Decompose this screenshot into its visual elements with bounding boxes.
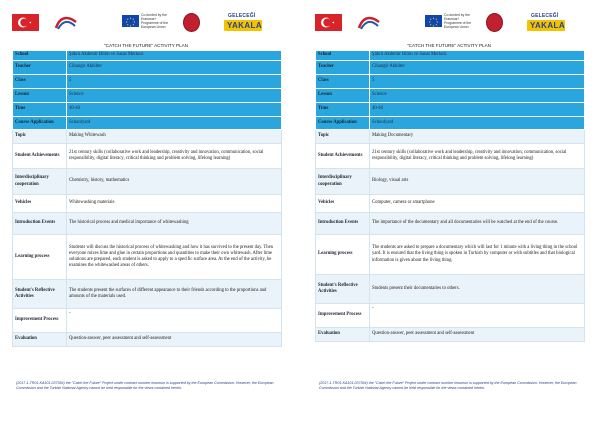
table-row-school	[316, 51, 585, 61]
row-value: Cihangir Akbilter	[67, 61, 282, 75]
table-row-learning-process	[13, 235, 282, 280]
row-value: Question-answer, peer assessment and self-assessment	[370, 328, 585, 342]
table-row-introduction-events	[316, 213, 585, 235]
eu-flag-icon	[122, 15, 139, 27]
row-value: The students are asked to prepare a documentary which will last for 1 minute with a living thing in the school yard. It is ensured that the living thing is spoken in Turkish by computer or with subtitles and that biological information is given about the living thing.	[370, 235, 585, 275]
row-value: Computer, camera or smartphone	[370, 195, 585, 213]
row-label: Student's Reflective Activities	[316, 275, 370, 304]
table-row-learning-process	[316, 235, 585, 275]
table-row-class	[316, 75, 585, 89]
logo-bottom-text: YAKALA	[530, 21, 565, 30]
row-label: Improvement Process	[13, 309, 67, 333]
row-label: Teacher	[316, 61, 370, 75]
table-row-school	[13, 51, 282, 61]
row-label: Time	[13, 103, 67, 117]
row-value: Whitewashing materials	[67, 195, 282, 213]
logo-top-text: GELECEĞİ	[228, 13, 256, 19]
footer-disclaimer: (2017-1-TR01-KA101-037364) the "Catch the Future" Project under contract number inoumun is supported by the European Commission. However, the European Commission and the Turkish National Agency cannot be held responsible for the views contained herein.	[16, 381, 274, 391]
school-seal-icon	[183, 13, 200, 32]
row-value: Şükrü Akdemir Bilim ve Sanat Merkezi	[370, 51, 585, 61]
activity-plan-table	[315, 50, 585, 342]
table-row-vehicles	[13, 195, 282, 213]
row-value: 21st century skills (collaborative work and leadership, creativity and innovation, communication, social responsibility, digital literacy, critical thinking and problem solving, lifelong learning)	[370, 144, 585, 169]
row-label: Introduction Events	[316, 213, 370, 235]
table-row-evaluation	[316, 328, 585, 342]
logo-strip	[313, 12, 585, 34]
row-label: Lesson	[316, 89, 370, 103]
row-value: Schoolyard	[370, 117, 585, 130]
row-value: Schoolyard	[67, 117, 282, 130]
row-label: School	[13, 51, 67, 61]
row-label: Interdisciplinary cooperation	[316, 169, 370, 195]
row-label: Student's Reflective Activities	[13, 280, 67, 309]
row-label: Time	[316, 103, 370, 117]
table-row-teacher	[316, 61, 585, 75]
row-label: Teacher	[13, 61, 67, 75]
table-row-lesson	[13, 89, 282, 103]
row-value: Students present their documentaries to others.	[370, 275, 585, 304]
turkey-flag-icon	[315, 14, 342, 31]
activity-plan-table	[12, 50, 282, 347]
row-value: Question-answer, peer assessment and self-assessment	[67, 333, 282, 347]
row-value: 40-40	[67, 103, 282, 117]
activity-plan-page-right	[313, 12, 585, 416]
row-value: Şükrü Akdemir Bilim ve Sanat Merkezi	[67, 51, 282, 61]
table-row-improvement	[316, 304, 585, 328]
table-row-lesson	[316, 89, 585, 103]
table-row-topic	[13, 130, 282, 144]
row-label: Evaluation	[13, 333, 67, 347]
row-value: Making Whitewash	[67, 130, 282, 144]
table-row-improvement	[13, 309, 282, 333]
eu-cofunded-text: Co-funded by the Erasmus+ Programme of the European Union	[141, 13, 169, 29]
row-value: The historical process and medical importance of whitewashing	[67, 213, 282, 235]
national-agency-logo-icon	[54, 14, 78, 31]
row-value: 21st century skills (collaborative work and leadership, creativity and innovation, communication, social responsibility, digital literacy, critical thinking and problem solving, lifelong learning)	[67, 144, 282, 169]
row-label: Student Achievements	[316, 144, 370, 169]
gelecegi-yakala-logo	[527, 13, 569, 33]
row-label: Class	[13, 75, 67, 89]
row-label: Course Application	[316, 117, 370, 130]
eu-flag-icon	[425, 15, 442, 27]
table-row-student-achievements	[316, 144, 585, 169]
row-value: 5	[67, 75, 282, 89]
row-value: Chemistry, history, mathematics	[67, 169, 282, 195]
row-label: School	[316, 51, 370, 61]
table-row-topic	[316, 130, 585, 144]
table-row-course-application	[13, 117, 282, 130]
row-value: Biology, visual arts	[370, 169, 585, 195]
row-label: Interdisciplinary cooperation	[13, 169, 67, 195]
row-label: Topic	[316, 130, 370, 144]
row-value: Cihangir Akbilter	[370, 61, 585, 75]
table-row-course-application	[316, 117, 585, 130]
eu-cofunded-text: Co-funded by the Erasmus+ Programme of the European Union	[444, 13, 472, 29]
school-seal-icon	[486, 13, 503, 32]
row-label: Learning process	[316, 235, 370, 275]
logo-strip	[10, 12, 282, 34]
row-label: Introduction Events	[13, 213, 67, 235]
logo-top-text: GELECEĞİ	[531, 13, 559, 19]
row-label: Class	[316, 75, 370, 89]
row-label: Student Achievements	[13, 144, 67, 169]
row-label: Course Application	[13, 117, 67, 130]
row-value: Science	[67, 89, 282, 103]
row-value: 40-40	[370, 103, 585, 117]
row-label: Topic	[13, 130, 67, 144]
national-agency-logo-icon	[357, 14, 381, 31]
row-value: -	[370, 304, 585, 328]
page-title: "CATCH THE FUTURE" ACTIVITY PLAN	[104, 43, 188, 48]
row-value: Science	[370, 89, 585, 103]
table-row-interdisciplinary	[13, 169, 282, 195]
table-row-vehicles	[316, 195, 585, 213]
footer-disclaimer: (2017-1-TR01-KA101-037364) the "Catch the Future" Project under contract number inoumun is supported by the European Commission. However, the European Commission and the Turkish National Agency cannot be held responsible for the views contained herein.	[319, 381, 577, 391]
table-row-introduction-events	[13, 213, 282, 235]
row-value: -	[67, 309, 282, 333]
table-row-reflective-activities	[13, 280, 282, 309]
turkey-flag-icon	[12, 14, 39, 31]
row-label: Vehicles	[316, 195, 370, 213]
table-row-class	[13, 75, 282, 89]
row-label: Improvement Process	[316, 304, 370, 328]
row-label: Learning process	[13, 235, 67, 280]
table-row-interdisciplinary	[316, 169, 585, 195]
table-row-evaluation	[13, 333, 282, 347]
row-value: The importance of the documentary and all documentaries will be watched at the end of the course.	[370, 213, 585, 235]
table-row-time	[13, 103, 282, 117]
logo-bottom-text: YAKALA	[227, 21, 262, 30]
row-label: Lesson	[13, 89, 67, 103]
table-row-reflective-activities	[316, 275, 585, 304]
row-value: Making Documentary	[370, 130, 585, 144]
row-label: Vehicles	[13, 195, 67, 213]
table-row-teacher	[13, 61, 282, 75]
row-value: Students will discuss the historical process of whitewashing and how it has survived to the present day. Then everyone mixes lime and glue in certain proportions and quantities to make their own whitewash. After lime solutions are prepared, each student is asked to apply to a specific surface area. At the end of the activity, he examines the whitewashed areas of others.	[67, 235, 282, 280]
row-value: The students present the surfaces of different appearance to their friends according to the proportions and amounts of the materials used.	[67, 280, 282, 309]
row-label: Evaluation	[316, 328, 370, 342]
gelecegi-yakala-logo	[224, 13, 266, 33]
table-row-student-achievements	[13, 144, 282, 169]
table-row-time	[316, 103, 585, 117]
page-title: "CATCH THE FUTURE" ACTIVITY PLAN	[407, 43, 491, 48]
activity-plan-page-left	[10, 12, 282, 416]
row-value: 5	[370, 75, 585, 89]
